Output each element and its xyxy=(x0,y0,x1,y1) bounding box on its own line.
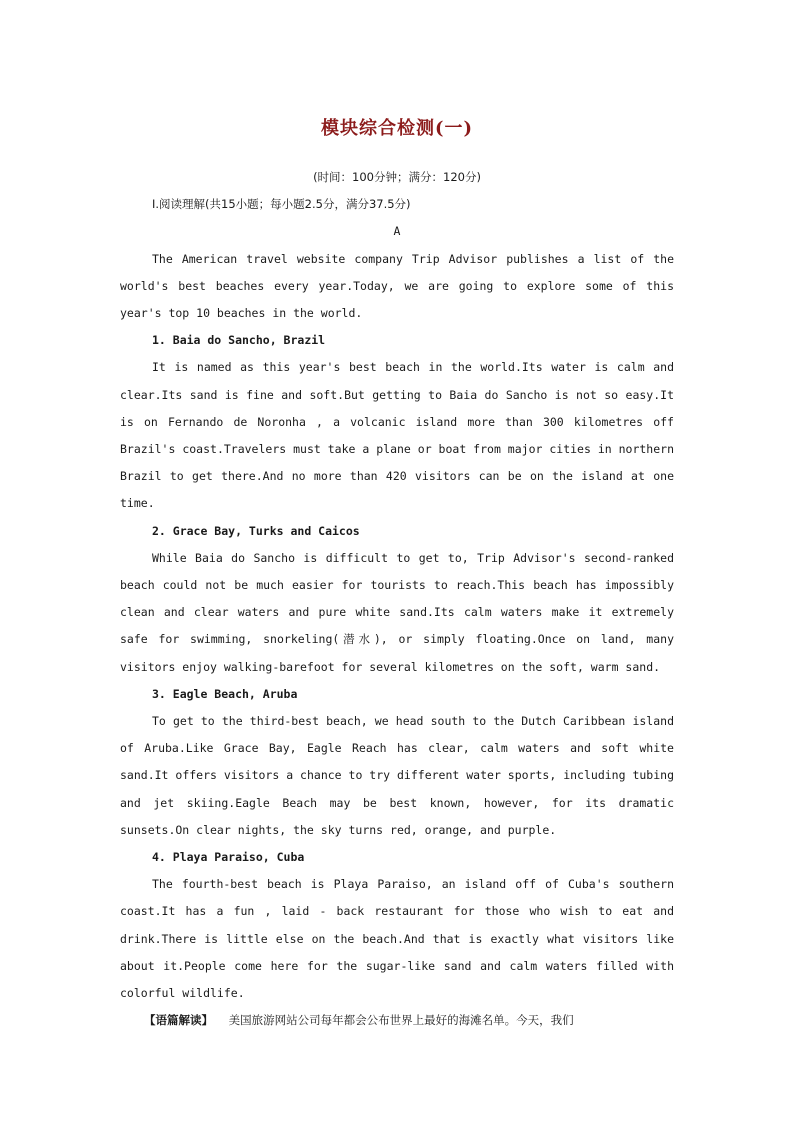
analysis-label: 【语篇解读】 xyxy=(144,1013,213,1028)
section-heading: Ⅰ.阅读理解(共15小题；每小题2.5分，满分37.5分) xyxy=(152,197,411,212)
page-title: 模块综合检测(一) xyxy=(320,118,474,139)
intro-paragraph: The American travel website company Trip Advisor publishes a list of the world's best beaches every year.Today, we are going to explore some of this year's top 10 beaches in the world. xyxy=(120,251,674,321)
analysis-text: 美国旅游网站公司每年都会公布世界上最好的海滩名单。今天，我们 xyxy=(228,1013,574,1028)
analysis-line xyxy=(120,1007,674,1034)
item-paragraph: It is named as this year's best beach in the world.Its water is calm and clear.Its sand is fine and soft.But getting to Baia do Sancho is not so easy.It is on Fernando de Noronha , a volcanic island more than 300 kilometres off Brazil's coast.Travelers must take a plane or boat from major cities in northern Brazil to get there.And no more than 420 visitors can be on the island at one time. xyxy=(120,360,674,511)
document-body xyxy=(120,164,674,1035)
item-paragraph: To get to the third-best beach, we head south to the Dutch Caribbean island of Aruba.Like Grace Bay, Eagle Reach has clear, calm waters and soft white sand.It offers visitors a chance to try different water sports, including tubing and jet skiing.Eagle Beach may be best known, however, for its dramatic sunsets.On clear nights, the sky turns red, orange, and purple. xyxy=(120,714,674,837)
item-heading: 3. Eagle Beach, Aruba xyxy=(152,686,298,701)
item-paragraph: The fourth-best beach is Playa Paraiso, an island off of Cuba's southern coast.It has a fun , laid - back restaurant for those who wish to eat and drink.There is little else on the beach.And that is exactly what visitors like about it.People come here for the sugar-like sand and calm waters filled with colorful wildlife. xyxy=(120,877,674,1001)
item-heading: 1. Baia do Sancho, Brazil xyxy=(152,333,326,348)
exam-meta: (时间：100分钟；满分：120分) xyxy=(313,170,481,184)
item-heading: 4. Playa Paraiso, Cuba xyxy=(152,850,305,865)
passage-label: A xyxy=(393,224,401,239)
item-heading: 2. Grace Bay, Turks and Caicos xyxy=(152,523,360,538)
item-paragraph: While Baia do Sancho is difficult to get to, Trip Advisor's second-ranked beach could not be much easier for tourists to reach.This beach has impossibly clean and clear waters and pure white sand.Its calm waters make it extremely safe for swimming, snorkeling(潜水), or simply floating.Once on land, many visitors enjoy walking-barefoot for several kilometres on the soft, warm sand. xyxy=(120,550,674,674)
